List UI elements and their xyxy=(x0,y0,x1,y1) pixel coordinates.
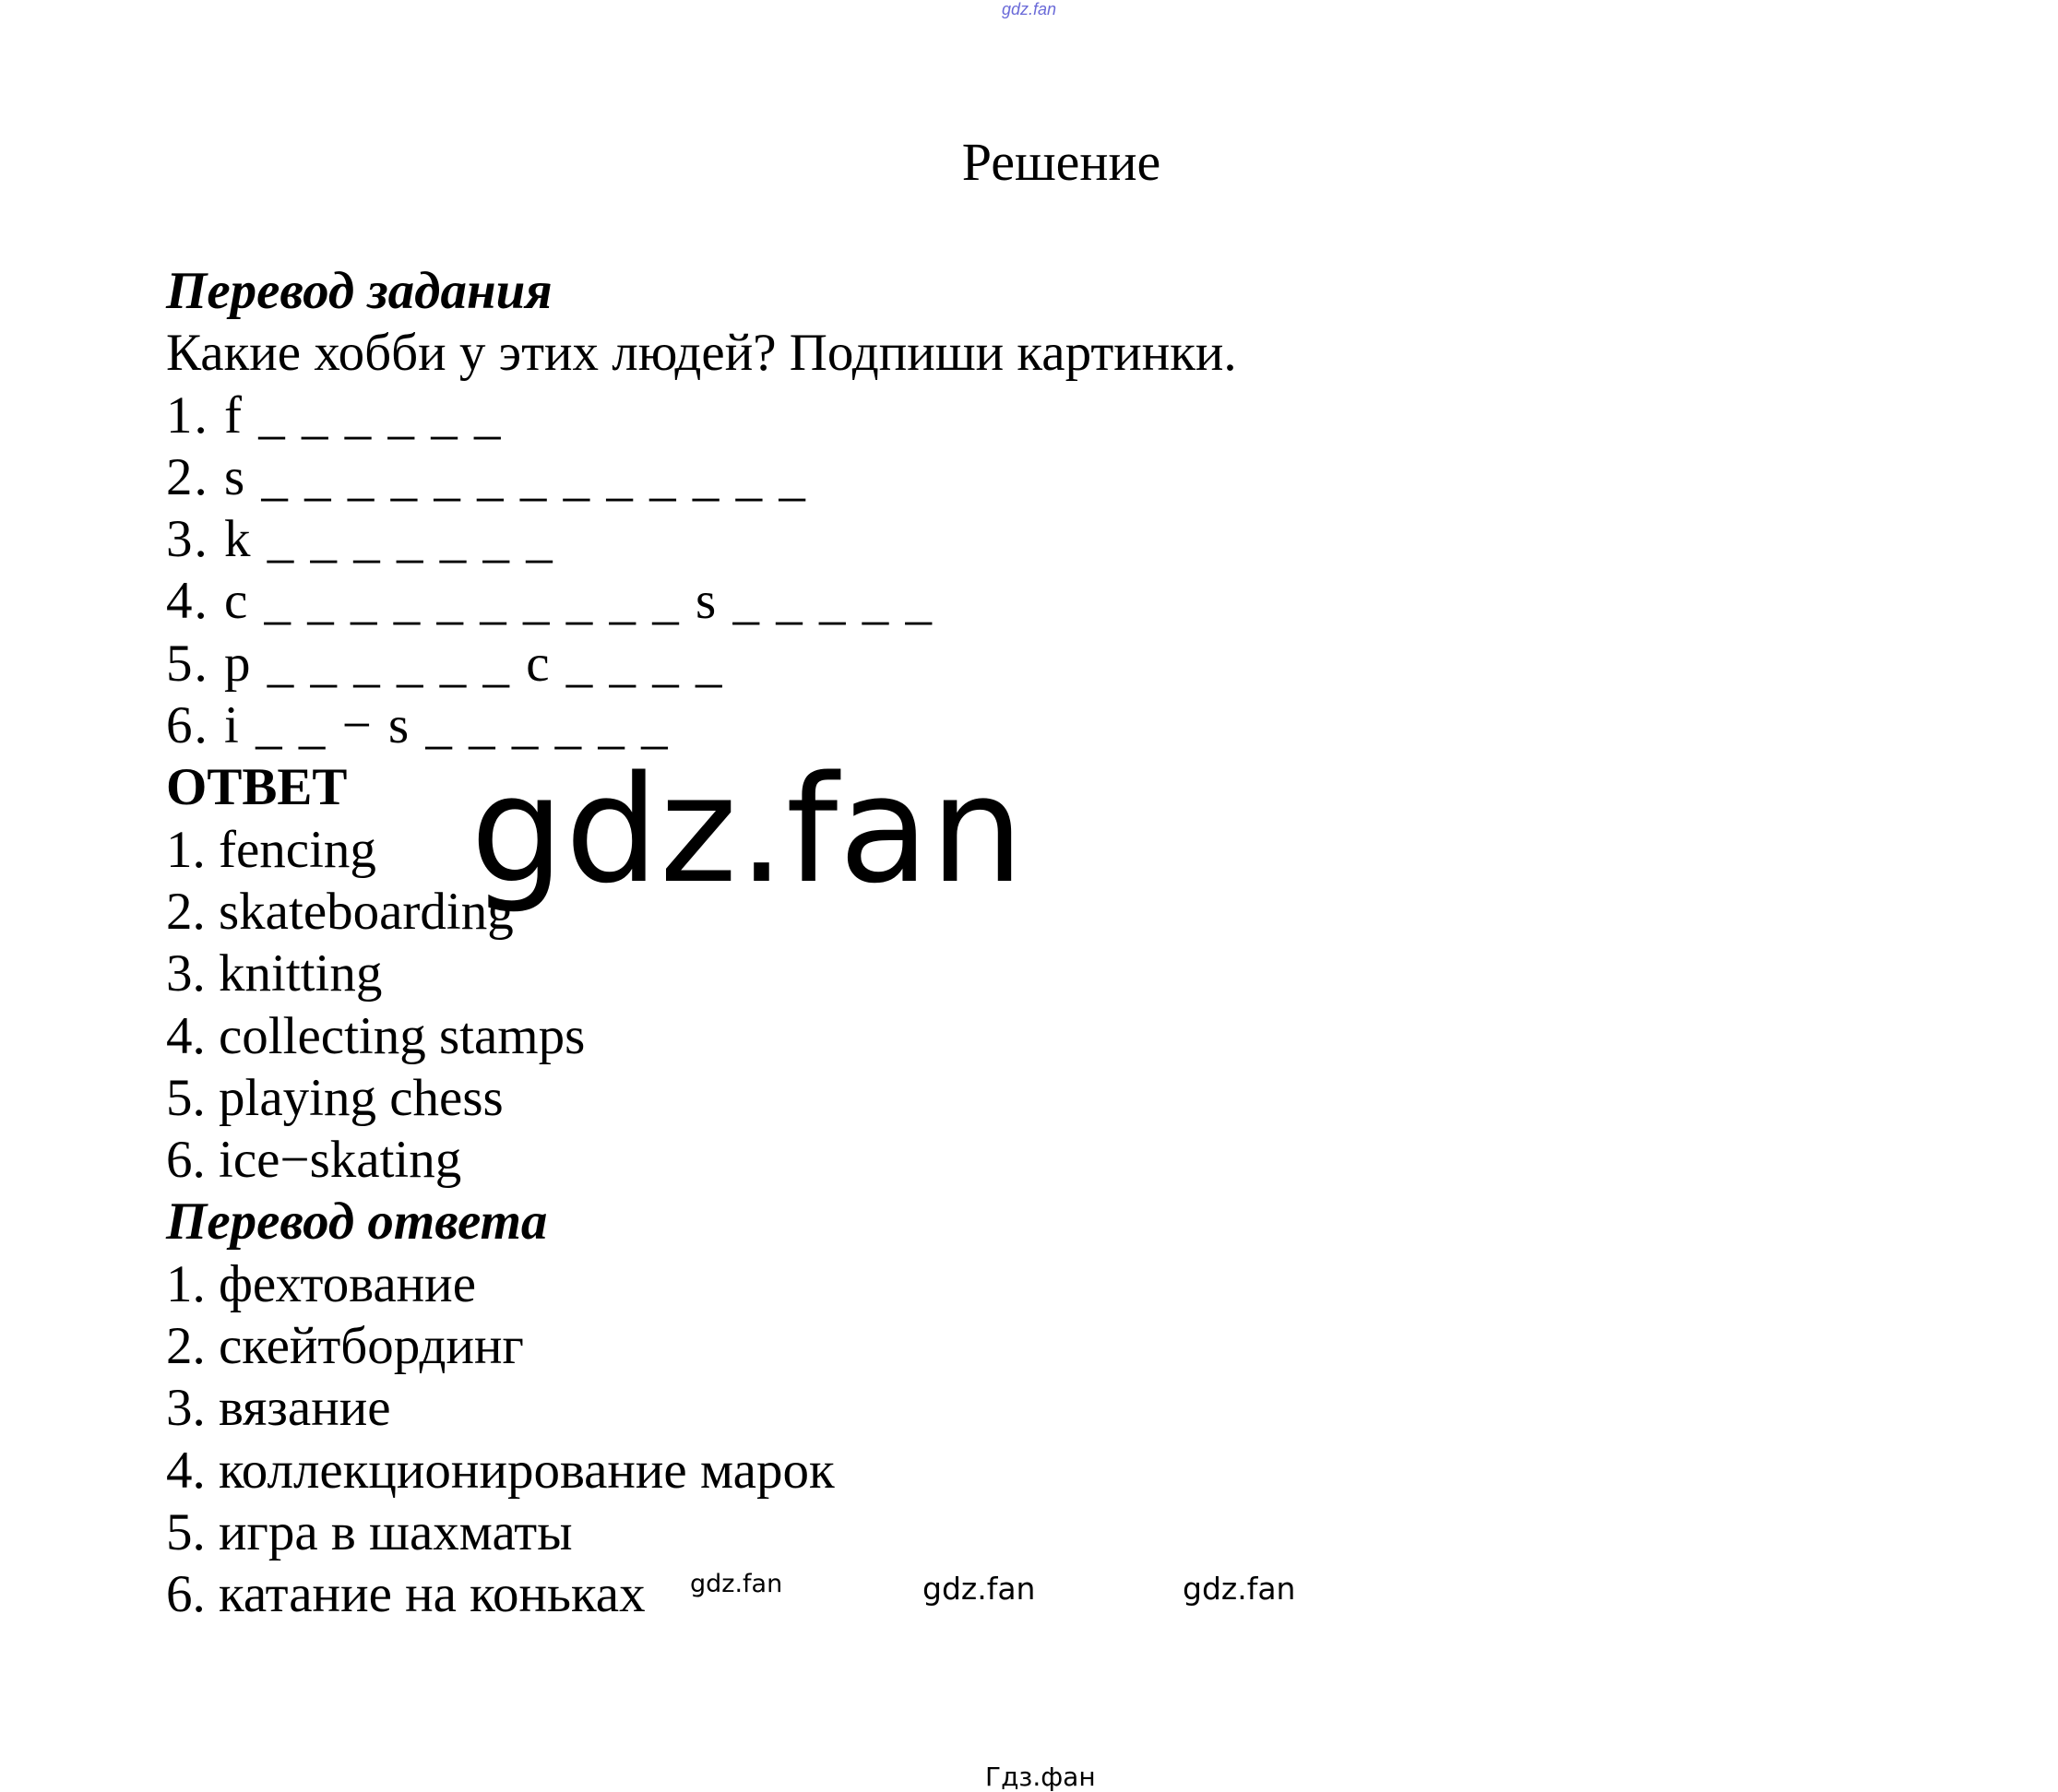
footer-watermark: Гдз.фан xyxy=(985,1762,1096,1792)
answer-heading: ОТВЕТ xyxy=(166,758,348,817)
task-item-1: 1. f _ _ _ _ _ _ xyxy=(166,386,503,445)
answer-translation-heading: Перевод ответа xyxy=(166,1193,548,1252)
document-body xyxy=(166,260,1550,1626)
answer-item-5: 5. playing chess xyxy=(166,1068,504,1127)
task-item-4: 4. c _ _ _ _ _ _ _ _ _ _ s _ _ _ _ _ xyxy=(166,572,934,631)
answer-item-3: 3. knitting xyxy=(166,944,383,1003)
answer-translation-item-5: 5. игра в шахматы xyxy=(166,1502,573,1561)
small-watermark-3: gdz.fan xyxy=(1183,1571,1296,1607)
top-watermark: gdz.fan xyxy=(1002,0,1057,18)
page-title: Решение xyxy=(961,132,1161,192)
answer-item-2: 2. skateboarding xyxy=(166,882,514,941)
answer-translation-item-6: 6. катание на коньках xyxy=(166,1565,646,1624)
answer-translation-item-1: 1. фехтование xyxy=(166,1254,476,1313)
task-instruction: Какие хобби у этих людей? Подпиши картинки. xyxy=(166,324,1237,383)
small-watermark-1: gdz.fan xyxy=(690,1570,783,1598)
answer-translation-item-3: 3. вязание xyxy=(166,1379,391,1438)
answer-item-1: 1. fencing xyxy=(166,820,376,879)
task-item-2: 2. s _ _ _ _ _ _ _ _ _ _ _ _ _ xyxy=(166,447,807,506)
task-translation-heading: Перевод задания xyxy=(166,262,553,320)
big-watermark: gdz.fan xyxy=(470,743,1025,916)
task-item-5: 5. p _ _ _ _ _ _ c _ _ _ _ xyxy=(166,634,724,693)
answer-translation-item-2: 2. скейтбординг xyxy=(166,1317,524,1376)
answer-translation-item-4: 4. коллекционирование марок xyxy=(166,1441,835,1500)
task-item-3: 3. k _ _ _ _ _ _ _ xyxy=(166,510,554,569)
task-item-6: 6. i _ _ − s _ _ _ _ _ _ xyxy=(166,696,670,755)
small-watermark-2: gdz.fan xyxy=(922,1571,1036,1607)
answer-item-4: 4. collecting stamps xyxy=(166,1006,586,1065)
answer-item-6: 6. ice−skating xyxy=(166,1131,462,1190)
